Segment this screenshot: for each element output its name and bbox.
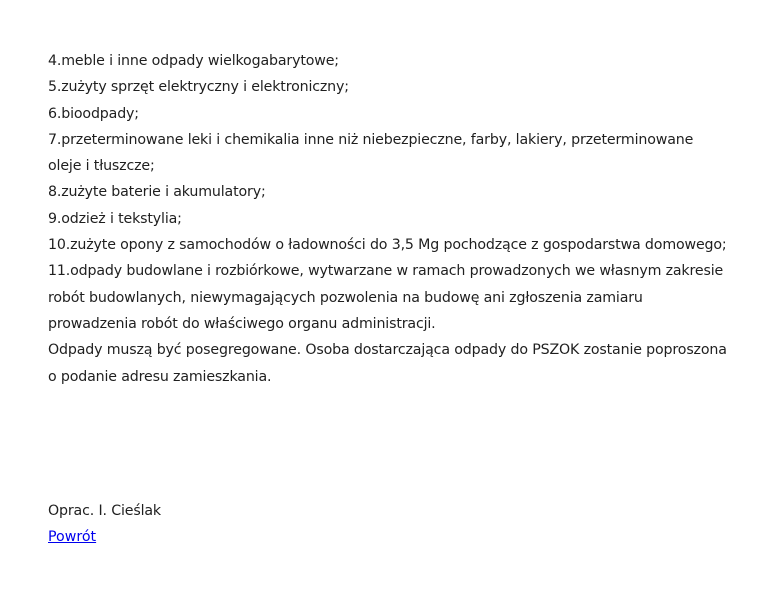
back-link[interactable]: Powrót (48, 529, 97, 545)
list-item: 9.odzież i tekstylia; (48, 210, 182, 227)
list-item: 10.zużyte opony z samochodów o ładowności do 3,5 Mg pochodzące z gospodarstwa domowego; (48, 237, 727, 254)
list-item: 5.zużyty sprzęt elektryczny i elektroniczny; (48, 79, 349, 96)
list-item: 7.przeterminowane leki i chemikalia inne niż niebezpieczne, farby, lakiery, przeterminowane oleje i tłuszcze; (48, 131, 694, 175)
document-body (48, 48, 728, 390)
author-signature: Oprac. I. Cieślak (48, 503, 161, 519)
segregation-note: Odpady muszą być posegregowane. Osoba dostarczająca odpady do PSZOK zostanie poproszona o podanie adresu zamieszkania. (48, 342, 727, 385)
list-item: 8.zużyte baterie i akumulatory; (48, 184, 266, 201)
list-item: 6.bioodpady; (48, 105, 139, 122)
waste-category-list (48, 48, 728, 337)
list-item: 4.meble i inne odpady wielkogabarytowe; (48, 53, 339, 69)
list-item: 11.odpady budowlane i rozbiórkowe, wytwarzane w ramach prowadzonych we własnym zakresie robót budowlanych, niewymagających pozwolenia na budowę ani zgłoszenia zamiaru prowadzenia robót do właściwego organu administracji. (48, 263, 724, 332)
